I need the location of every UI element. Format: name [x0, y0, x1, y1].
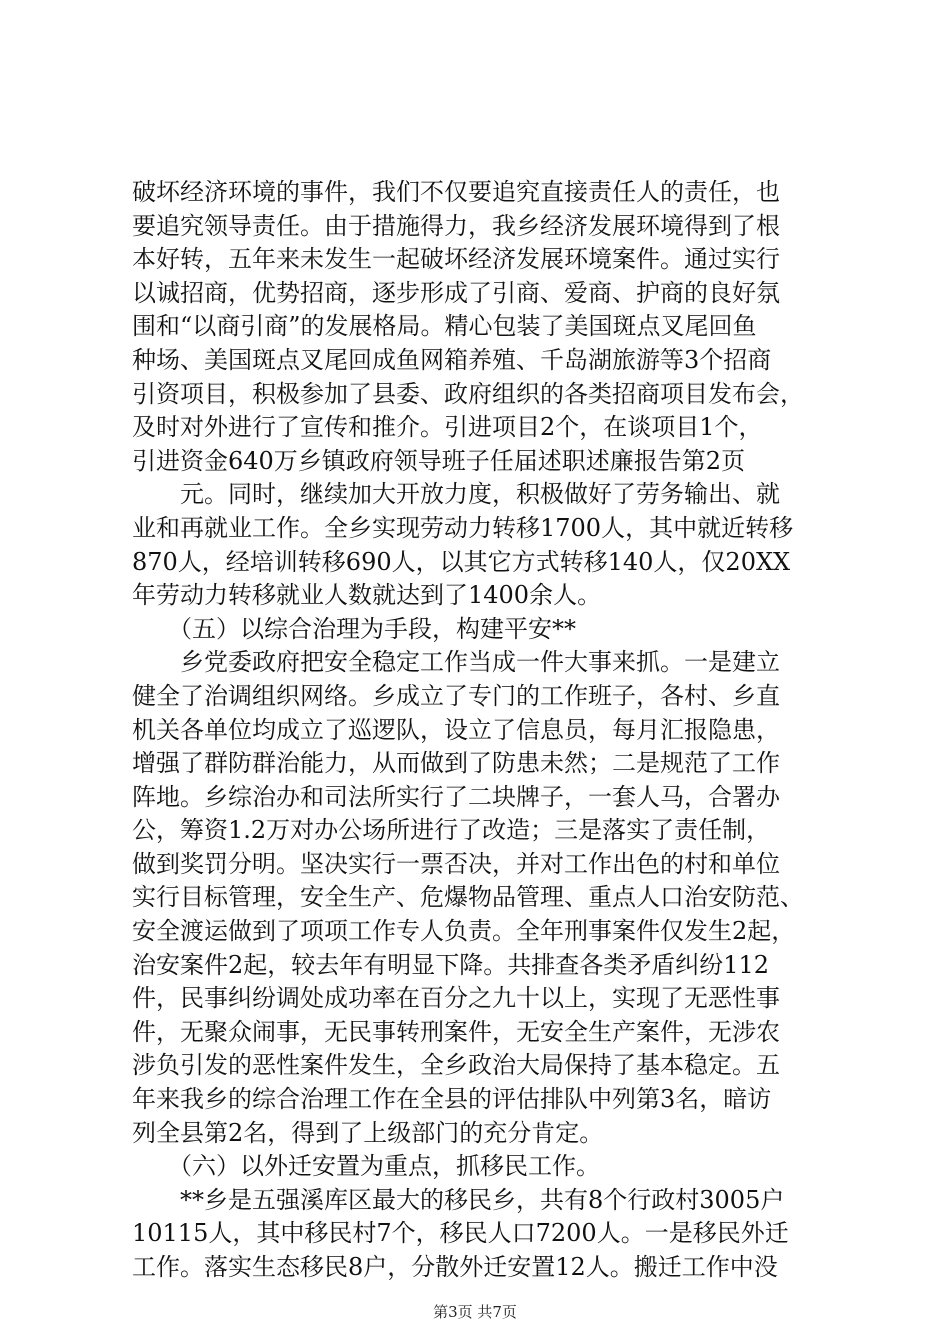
text-line: 阵地。乡综治办和司法所实行了二块牌子，一套人马，合署办 — [132, 782, 780, 811]
text-line: 实行目标管理，安全生产、危爆物品管理、重点人口治安防范、 — [132, 883, 804, 912]
text-line: 元。同时，继续加大开放力度，积极做好了劳务输出、就 — [132, 480, 780, 509]
text-line: 列全县第2名，得到了上级部门的充分肯定。 — [132, 1118, 604, 1147]
text-line: 本好转，五年来未发生一起破坏经济发展环境案件。通过实行 — [132, 245, 780, 274]
text-line: 工作。落实生态移民8户，分散外迁安置12人。搬迁工作中没 — [132, 1253, 778, 1281]
text-line: 机关各单位均成立了巡逻队，设立了信息员，每月汇报隐患， — [132, 715, 780, 744]
section-heading: （五）以综合治理为手段，构建平安** — [132, 614, 576, 643]
text-line: 围和“以商引商”的发展格局。精心包装了美国斑点叉尾回鱼 — [132, 312, 757, 341]
text-line: **乡是五强溪库区最大的移民乡，共有8个行政村3005户 — [132, 1185, 785, 1214]
text-line: 引进资金640万乡镇政府领导班子任届述职述廉报告第2页 — [132, 446, 746, 475]
text-line: 涉负引发的恶性案件发生，全乡政治大局保持了基本稳定。五 — [132, 1051, 780, 1080]
text-line: 年来我乡的综合治理工作在全县的评估排队中列第3名，暗访 — [132, 1085, 772, 1114]
text-line: 件，无聚众闹事，无民事转刑案件，无安全生产案件，无涉农 — [132, 1017, 780, 1046]
text-line: 件，民事纠纷调处成功率在百分之九十以上，实现了无恶性事 — [132, 984, 780, 1013]
section-heading: （六）以外迁安置为重点，抓移民工作。 — [132, 1152, 600, 1181]
text-line: 增强了群防群治能力，从而做到了防患未然；二是规范了工作 — [132, 749, 780, 778]
document-body — [132, 176, 832, 1285]
text-line: 破坏经济环境的事件，我们不仅要追究直接责任人的责任，也 — [132, 178, 780, 206]
text-line: 安全渡运做到了项项工作专人负责。全年刑事案件仅发生2起， — [132, 917, 796, 946]
text-line: 乡党委政府把安全稳定工作当成一件大事来抓。一是建立 — [132, 648, 780, 677]
page-number-footer: 第3页 共7页 — [433, 1303, 517, 1321]
text-line: 年劳动力转移就业人数就达到了1400余人。 — [132, 581, 602, 610]
text-line: 治安案件2起，较去年有明显下降。共排查各类矛盾纠纷112 — [132, 950, 770, 979]
text-line: 业和再就业工作。全乡实现劳动力转移1700人，其中就近转移 — [132, 513, 794, 542]
text-line: 以诚招商，优势招商，逐步形成了引商、爱商、护商的良好氛 — [132, 278, 780, 307]
text-line: 10115人，其中移民村7个，移民人口7200人。一是移民外迁 — [132, 1219, 789, 1248]
text-line: 870人，经培训转移690人，以其它方式转移140人，仅20XX — [132, 547, 791, 576]
text-line: 公，筹资1.2万对办公场所进行了改造；三是落实了责任制， — [132, 816, 771, 845]
text-line: 做到奖罚分明。坚决实行一票否决，并对工作出色的村和单位 — [132, 849, 780, 878]
text-line: 健全了治调组织网络。乡成立了专门的工作班子，各村、乡直 — [132, 681, 780, 710]
text-line: 及时对外进行了宣传和推介。引进项目2个，在谈项目1个， — [132, 413, 763, 442]
text-line: 种场、美国斑点叉尾回成鱼网箱养殖、千岛湖旅游等3个招商 — [132, 345, 772, 374]
text-line: 引资项目，积极参加了县委、政府组织的各类招商项目发布会， — [132, 379, 804, 408]
text-line: 要追究领导责任。由于措施得力，我乡经济发展环境得到了根 — [132, 211, 780, 240]
